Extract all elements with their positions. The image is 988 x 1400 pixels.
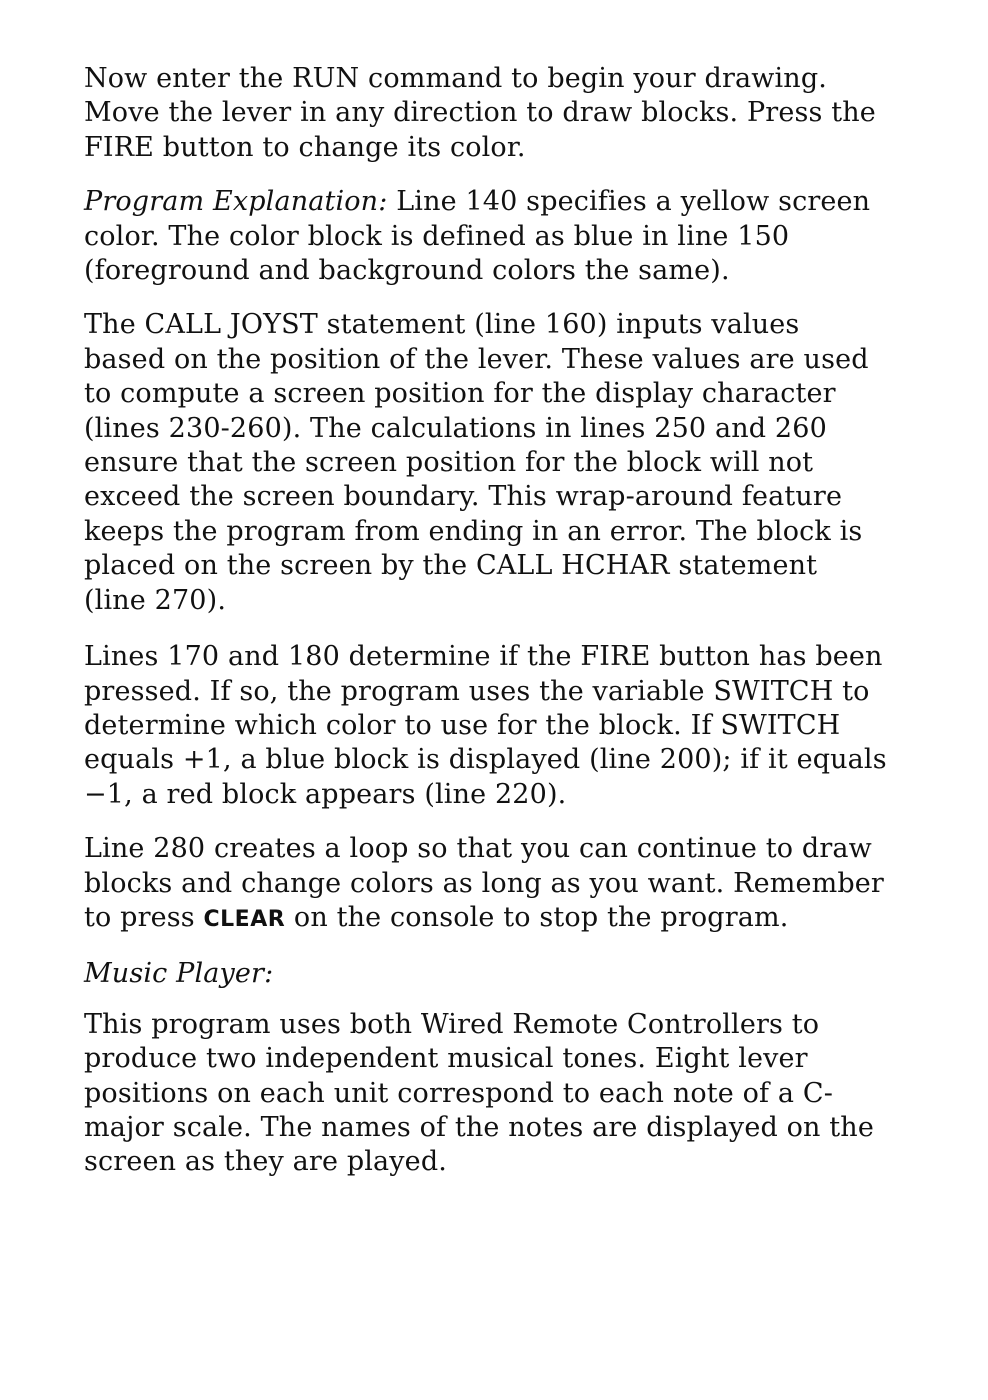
text-line: ensure that the screen position for the block will not xyxy=(84,447,814,479)
paragraph-program-explanation xyxy=(84,185,924,288)
text-line: pressed. If so, the program uses the variable SWITCH to xyxy=(84,675,870,707)
text-line: positions on each unit correspond to each note of a C- xyxy=(84,1077,833,1109)
music-player-heading-block xyxy=(84,957,924,991)
text-line: based on the position of the lever. These values are used xyxy=(84,343,869,375)
text-line: determine which color to use for the block. If SWITCH xyxy=(84,709,841,741)
text-line: This program uses both Wired Remote Controllers to xyxy=(84,1008,820,1040)
text-line: keeps the program from ending in an error. The block is xyxy=(84,515,863,547)
text-line xyxy=(84,185,924,219)
paragraph-loop xyxy=(84,832,924,937)
text-run: to press xyxy=(84,901,204,933)
paragraph-fire-button xyxy=(84,640,924,812)
text-line: FIRE button to change its color. xyxy=(84,131,526,163)
text-line: The CALL JOYST statement (line 160) inputs values xyxy=(84,309,800,341)
paragraph-run-command xyxy=(84,62,924,165)
page-content xyxy=(84,62,924,1180)
text-line: placed on the screen by the CALL HCHAR statement xyxy=(84,550,818,582)
text-line: Move the lever in any direction to draw blocks. Press the xyxy=(84,97,876,129)
text-line: to compute a screen position for the display character xyxy=(84,378,836,410)
text-line: screen as they are played. xyxy=(84,1146,447,1178)
text-line: Now enter the RUN command to begin your drawing. xyxy=(84,63,828,94)
text-line xyxy=(84,901,924,937)
paragraph-music-player xyxy=(84,1008,924,1180)
text-line: blocks and change colors as long as you want. Remember xyxy=(84,867,884,899)
text-line: −1, a red block appears (line 220). xyxy=(84,778,567,810)
text-line: produce two independent musical tones. Eight lever xyxy=(84,1043,808,1075)
text-line: (line 270). xyxy=(84,584,227,616)
text-line: Line 280 creates a loop so that you can continue to draw xyxy=(84,833,872,865)
text-run: Line 140 specifies a yellow screen xyxy=(387,186,871,218)
paragraph-call-joyst xyxy=(84,308,924,618)
text-line: color. The color block is defined as blue in line 150 xyxy=(84,220,790,252)
text-run: on the console to stop the program. xyxy=(285,901,789,933)
music-player-heading: Music Player: xyxy=(84,958,274,990)
text-line: major scale. The names of the notes are displayed on the xyxy=(84,1111,874,1143)
text-line: exceed the screen boundary. This wrap-around feature xyxy=(84,481,843,513)
text-line: Lines 170 and 180 determine if the FIRE button has been xyxy=(84,641,883,673)
program-explanation-heading: Program Explanation: xyxy=(84,186,388,218)
text-line: (foreground and background colors the same). xyxy=(84,255,730,287)
clear-key-label: CLEAR xyxy=(203,906,286,932)
text-line: (lines 230-260). The calculations in lines 250 and 260 xyxy=(84,412,827,444)
text-line: equals +1, a blue block is displayed (line 200); if it equals xyxy=(84,744,887,776)
